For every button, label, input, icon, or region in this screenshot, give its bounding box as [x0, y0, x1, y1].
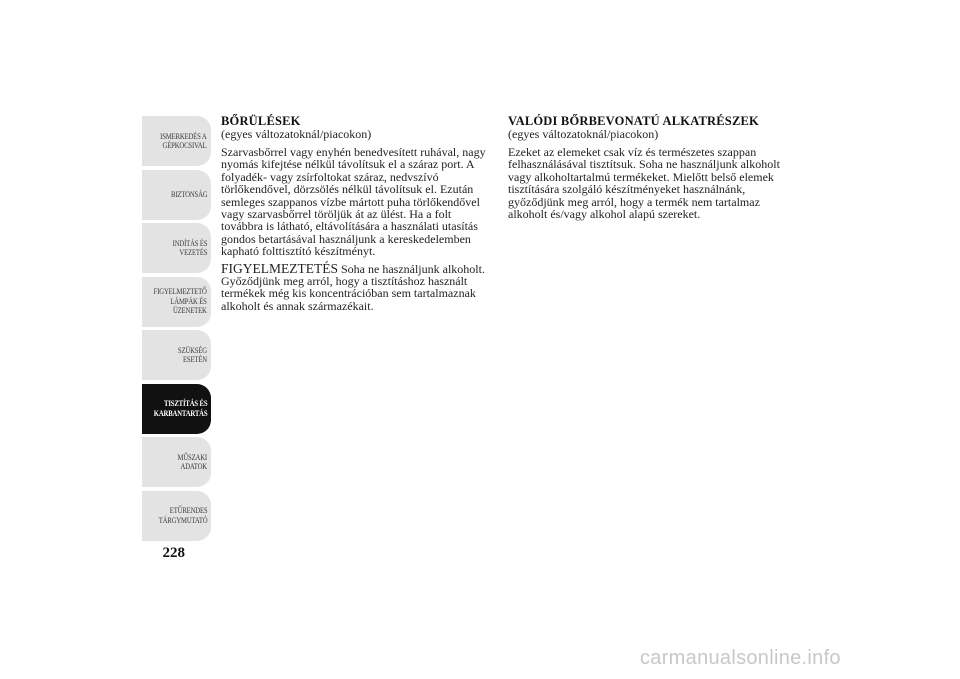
section-heading: VALÓDI BŐRBEVONATÚ ALKATRÉSZEK [508, 114, 759, 128]
warning-paragraph [221, 260, 493, 313]
tab-muszaki[interactable] [142, 437, 211, 487]
chapter-tabs [142, 116, 211, 544]
section-subheading: (egyes változatoknál/piacokon) [508, 127, 659, 141]
tab-figyelmezteto[interactable] [142, 277, 211, 327]
section-heading: BŐRÜLÉSEK [221, 114, 301, 128]
tab-label: SZÜKSÉG ESETÉN [177, 345, 207, 364]
tab-label: FIGYELMEZTETŐ LÁMPÁK ÉS ÜZENETEK [153, 287, 207, 316]
tab-label: ETŰRENDES TÁRGYMUTATÓ [158, 506, 207, 525]
page-number: 228 [162, 545, 185, 561]
section-leather-seats [221, 114, 493, 317]
section-body: Szarvasbőrrel vagy enyhén benedvesített ruhával, nagy nyomás kifejtése nélkül távolítsuk el a száraz port. A folyadék- vagy zsírfoltokat száraz, nedvszívó törlőkendővel, dörzsölés nélkül távolítsuk el. Ezután semleges szappanos vízbe mártott puha törlőkendővel vagy szarvasbőrrel töröljük át az ülést. Ha a folt továbbra is látható, eltávolítására a használati utasítás gondos betartásával használjunk a kereskedelemben kapható folttisztító készítményt. [221, 145, 486, 259]
tab-label: TISZTÍTÁS ÉS KARBANTARTÁS [153, 399, 207, 418]
tab-biztonsag[interactable] [142, 170, 211, 220]
tab-ismerkedes[interactable] [142, 116, 211, 166]
tab-label: MŰSZAKI ADATOK [177, 452, 207, 471]
tab-szukseg[interactable] [142, 330, 211, 380]
section-body: Ezeket az elemeket csak víz és természetes szappan felhasználásával tisztítsuk. Soha ne használjunk alkoholt vagy alkoholtartalmú termékeket. Mielőtt belső elemek tisztítására szolgáló készítményeket használnánk, győződjünk meg arról, hogy a termék nem tartalmaz alkoholt és/vagy alkohol alapú szereket. [508, 145, 780, 222]
warning-label: FIGYELMEZTETÉS [221, 260, 338, 276]
tab-inditas[interactable] [142, 223, 211, 273]
tab-targymutato[interactable] [142, 491, 211, 541]
tab-label: BIZTONSÁG [170, 189, 207, 199]
watermark: carmanualsonline.info [640, 647, 841, 669]
section-leather-parts [508, 114, 780, 225]
warning-text: Soha ne használjunk alkoholt. Győződjünk meg arról, hogy a tisztításhoz használt termékek még kis koncentrációban sem tartalmaznak alkoholt és annak származékait. [221, 261, 485, 313]
section-subheading: (egyes változatoknál/piacokon) [221, 127, 372, 141]
tab-label: INDÍTÁS ÉS VEZETÉS [172, 238, 207, 257]
tab-tisztitas[interactable] [142, 384, 211, 434]
tab-label: ISMERKEDÉS A GÉPKOCSIVAL [160, 131, 207, 150]
